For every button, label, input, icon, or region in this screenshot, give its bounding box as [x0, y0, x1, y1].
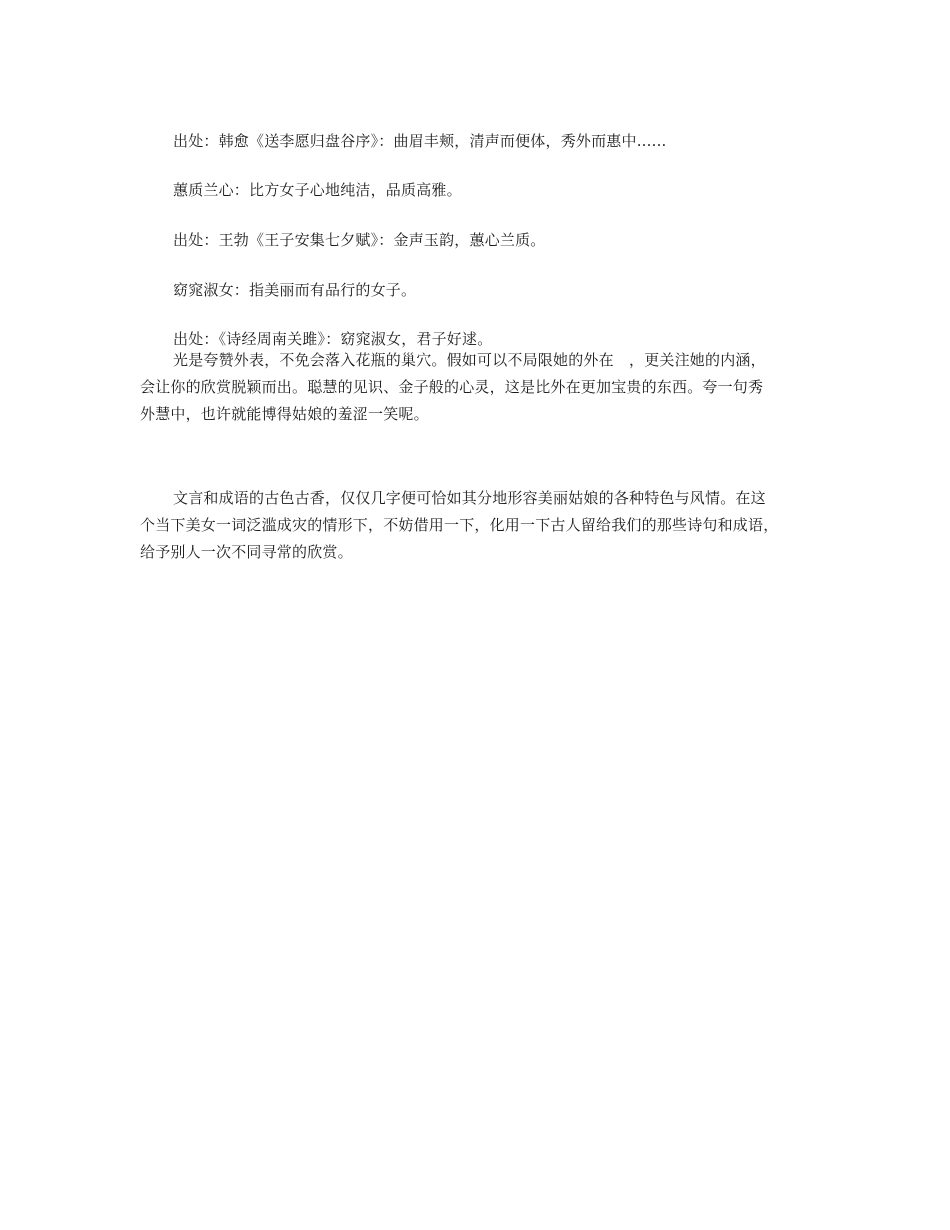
- paragraph-line: 个当下美女一词泛滥成灾的情形下，不妨借用一下，化用一下古人留给我们的那些诗句和成语，: [140, 516, 779, 534]
- paragraph-line: 光是夸赞外表，不免会落入花瓶的巢穴。假如可以不局限她的外在 ，更关注她的内涵，: [173, 351, 766, 369]
- source-line-han-yu: 出处：韩愈《送李愿归盘谷序》：曲眉丰颊，清声而便体，秀外而惠中......: [173, 132, 667, 150]
- paragraph-line: 会让你的欣赏脱颖而出。聪慧的见识、金子般的心灵，这是比外在更加宝贵的东西。夸一句秀: [140, 378, 764, 396]
- paragraph-classical-idioms: [140, 485, 818, 566]
- paragraph-line: 文言和成语的古色古香，仅仅几字便可恰如其分地形容美丽姑娘的各种特色与风情。在这: [173, 489, 766, 507]
- idiom-line-yaotiao-shunv: 窈窕淑女：指美丽而有品行的女子。: [173, 281, 417, 299]
- source-line-wang-bo: 出处：王勃《王子安集七夕赋》：金声玉韵，蕙心兰质。: [173, 231, 546, 249]
- source-line-shijing: 出处：《诗经周南关雎》：窈窕淑女，君子好逑。: [173, 330, 493, 348]
- idiom-line-huizhilanxin: 蕙质兰心：比方女子心地纯洁，品质高雅。: [173, 181, 462, 199]
- paragraph-line: 外慧中，也许就能博得姑娘的羞涩一笑呢。: [140, 405, 429, 423]
- paragraph-line: 给予别人一次不同寻常的欣赏。: [140, 543, 353, 561]
- paragraph-praise-inner-beauty: [140, 347, 818, 428]
